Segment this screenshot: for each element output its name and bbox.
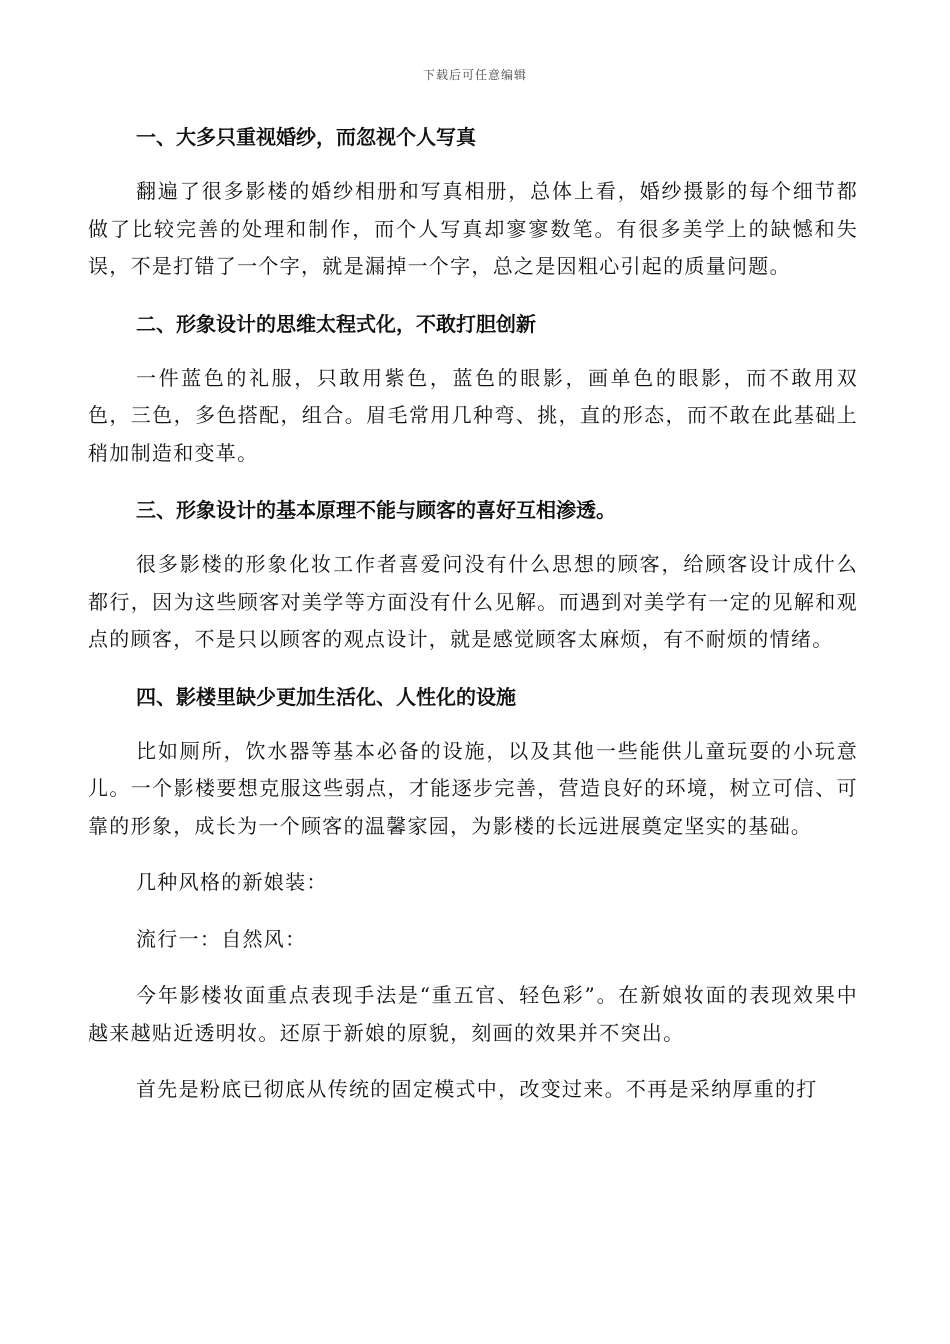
document-body xyxy=(88,118,858,1128)
page-header: 下载后可任意编辑 xyxy=(422,68,527,82)
section-heading-3: 三、形象设计的基本原理不能与顾客的喜好互相渗透。 xyxy=(136,498,616,522)
paragraph: 翻遍了很多影楼的婚纱相册和写真相册，总体上看，婚纱摄影的每个细节都做了比较完善的处理和制作，而个人写真却寥寥数笔。有很多美学上的缺憾和失误，不是打错了一个字，就是漏掉一个字，总之是因粗心引起的质量问题。 xyxy=(88,179,858,278)
section-heading-2: 二、形象设计的思维太程式化，不敢打胆创新 xyxy=(136,311,536,336)
section-heading-1: 一、大多只重视婚纱，而忽视个人写真 xyxy=(136,125,476,149)
paragraph: 比如厕所，饮水器等基本必备的设施，以及其他一些能供儿童玩耍的小玩意儿。一个影楼要想克服这些弱点，才能逐步完善，营造良好的环境，树立可信、可靠的形象，成长为一个顾客的温馨家园，为影楼的长远进展奠定坚实的基础。 xyxy=(88,738,858,838)
paragraph: 很多影楼的形象化妆工作者喜爱问没有什么思想的顾客，给顾客设计成什么都行，因为这些顾客对美学等方面没有什么见解。而遇到对美学有一定的见解和观点的顾客，不是只以顾客的观点设计，就是感觉顾客太麻烦，有不耐烦的情绪。 xyxy=(88,552,858,651)
paragraph: 流行一：自然风： xyxy=(136,926,307,951)
section-heading-4: 四、影楼里缺少更加生活化、人性化的设施 xyxy=(136,684,516,709)
paragraph: 一件蓝色的礼服，只敢用紫色，蓝色的眼影，画单色的眼影，而不敢用双色，三色，多色搭配，组合。眉毛常用几种弯、挑，直的形态，而不敢在此基础上稍加制造和变革。 xyxy=(88,365,858,465)
paragraph: 首先是粉底已彻底从传统的固定模式中，改变过来。不再是采纳厚重的打 xyxy=(136,1077,818,1101)
paragraph: 今年影楼妆面重点表现手法是“重五官、轻色彩”。在新娘妆面的表现效果中越来越贴近透明妆。还原于新娘的原貌，刻画的效果并不突出。 xyxy=(88,983,858,1045)
paragraph: 几种风格的新娘装： xyxy=(136,870,328,894)
